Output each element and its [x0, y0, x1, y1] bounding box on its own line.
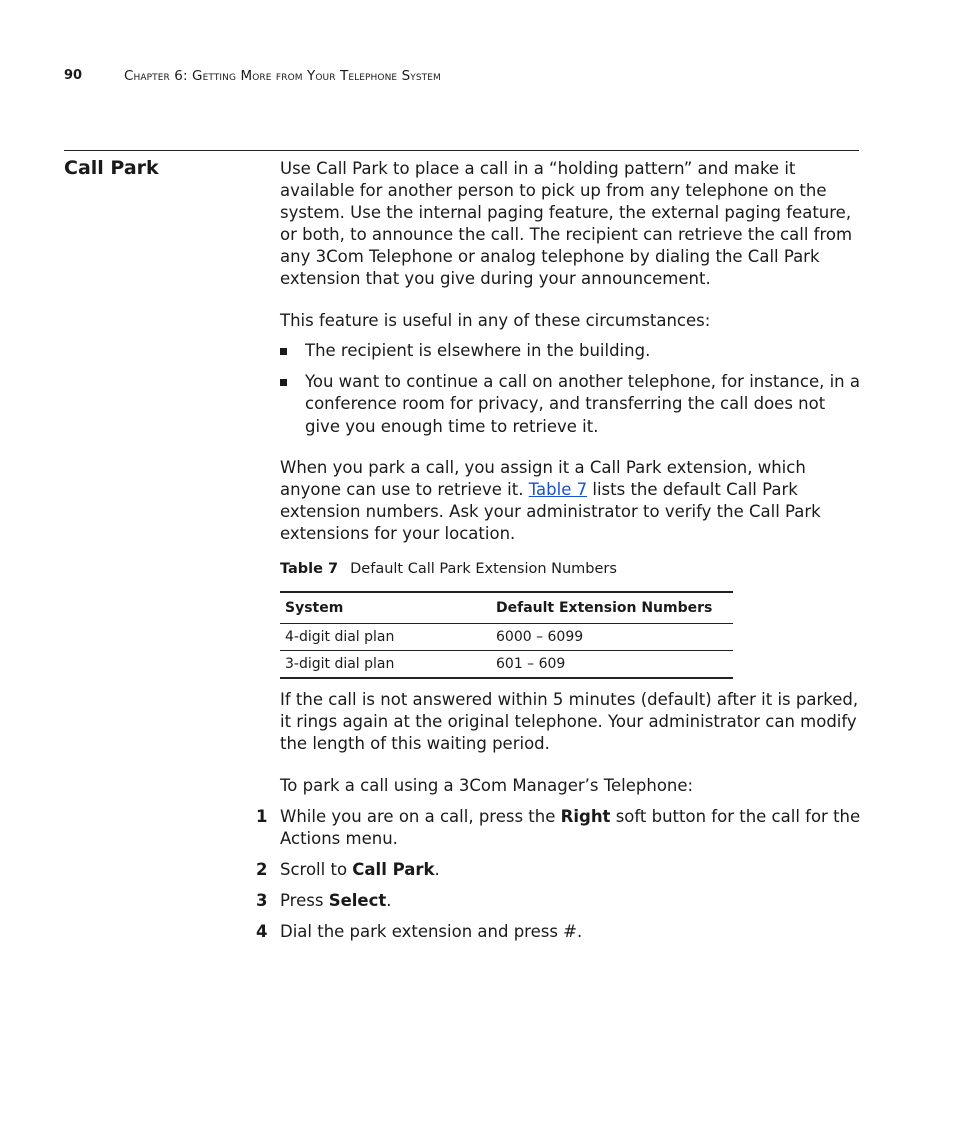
step-text: soft button for the call for the Actions menu. — [280, 807, 861, 848]
step-item — [256, 921, 862, 943]
step-text: Dial the park extension and press #. — [280, 922, 583, 941]
table-cell: 3-digit dial plan — [280, 651, 491, 679]
park-paragraph — [280, 457, 862, 545]
table-cell: 6000 – 6099 — [491, 624, 733, 651]
step-text: While you are on a call, press the — [280, 807, 556, 826]
not-answered-paragraph: If the call is not answered within 5 minutes (default) after it is parked, it rings again at the original telephone. Your administrator can modify the length of this waiting period. — [280, 690, 859, 753]
table-caption-text: Default Call Park Extension Numbers — [350, 561, 617, 577]
page-header — [64, 68, 441, 84]
step-item — [256, 859, 862, 881]
park-text-before: When you park a call, you assign it a Call Park extension, which anyone can use to retrieve it. — [280, 458, 806, 499]
table-cell: 4-digit dial plan — [280, 624, 491, 651]
bullet-square-icon — [280, 379, 287, 386]
table-cell: 601 – 609 — [491, 651, 733, 679]
step-bold-text: Right — [560, 807, 611, 826]
chapter-title: Chapter 6: Getting More from Your Telephone System — [124, 68, 441, 84]
intro-paragraph: Use Call Park to place a call in a “holding pattern” and make it available for another person to pick up from any telephone on the system. Use the internal paging feature, the external paging feature, or both, to announce the call. The recipient can retrieve the call from any 3Com Telephone or analog telephone by dialing the Call Park extension that you give during your announcement. — [280, 159, 853, 288]
table-caption — [280, 561, 617, 577]
useful-paragraph: This feature is useful in any of these circumstances: — [280, 311, 711, 330]
table-row — [280, 651, 733, 679]
to-park-paragraph: To park a call using a 3Com Manager’s Telephone: — [280, 776, 694, 795]
section-divider — [64, 150, 859, 151]
page-number: 90 — [64, 68, 83, 83]
step-text: . — [434, 860, 440, 879]
procedure-steps — [256, 806, 862, 952]
circumstance-list — [280, 340, 862, 446]
step-bold-text: Select — [328, 891, 387, 910]
step-text: Scroll to — [280, 860, 348, 879]
list-item-text: You want to continue a call on another telephone, for instance, in a conference room for privacy, and transferring the call does not give you enough time to retrieve it. — [305, 371, 860, 436]
table-header-row — [280, 592, 733, 624]
table-7-link[interactable]: Table 7 — [528, 480, 588, 499]
step-number: 1 — [256, 807, 268, 826]
step-number: 3 — [256, 891, 268, 910]
step-number: 4 — [256, 922, 268, 941]
bullet-square-icon — [280, 348, 287, 355]
step-item — [256, 806, 862, 850]
park-text-after: lists the default Call Park extension numbers. Ask your administrator to verify the Call Park extensions for your location. — [280, 480, 821, 543]
list-item — [280, 371, 862, 439]
section-title: Call Park — [64, 157, 159, 179]
step-item — [256, 890, 862, 912]
step-text: Press — [280, 891, 324, 910]
table-caption-label: Table 7 — [280, 561, 339, 577]
extension-table — [280, 591, 733, 679]
step-text: . — [386, 891, 392, 910]
list-item-text: The recipient is elsewhere in the building. — [305, 341, 651, 360]
column-header-extension: Default Extension Numbers — [491, 592, 733, 624]
step-bold-text: Call Park — [352, 860, 435, 879]
table-row — [280, 624, 733, 651]
column-header-system: System — [280, 592, 491, 624]
list-item — [280, 340, 862, 363]
step-number: 2 — [256, 860, 268, 879]
